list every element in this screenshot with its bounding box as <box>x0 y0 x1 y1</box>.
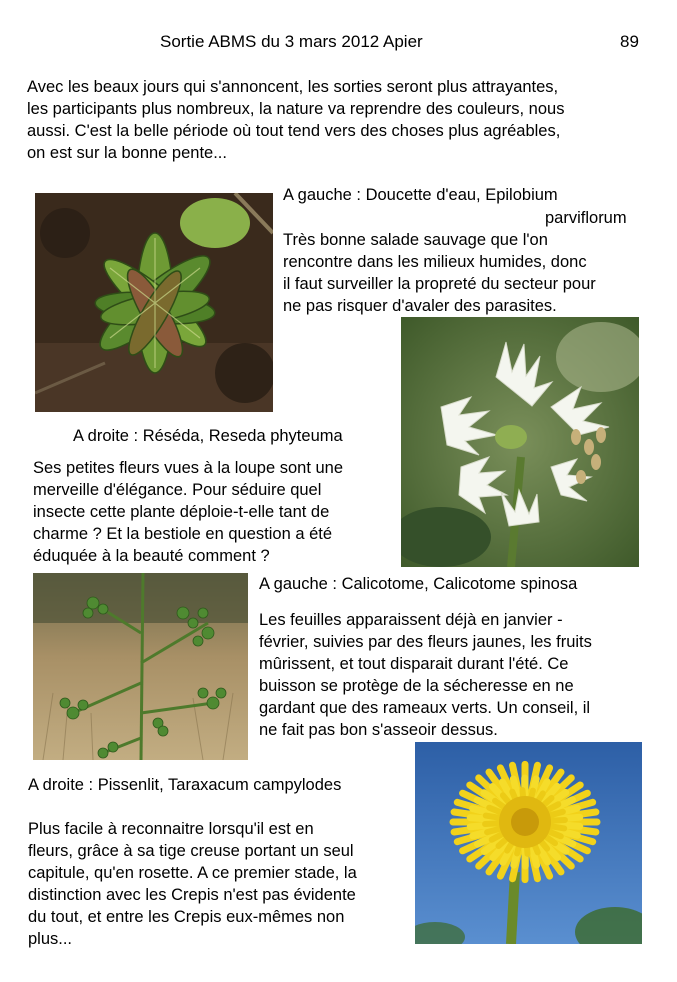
intro-line: les participants plus nombreux, la nature va reprendre des couleurs, nous <box>27 100 565 118</box>
doucette-caption-species: parviflorum <box>545 209 627 227</box>
pissenlit-text-line: du tout, et entre les Crepis eux-mêmes non <box>28 908 345 926</box>
reseda-text-line: éduquée à la beauté comment ? <box>33 547 270 565</box>
intro-paragraph <box>27 76 657 164</box>
reseda-text-line: charme ? Et la bestiole en question a été <box>33 525 333 543</box>
calicotome-text-line: buisson se protège de la sécheresse en ne <box>259 677 574 695</box>
pissenlit-caption: A droite : Pissenlit, Taraxacum campylodes <box>28 776 342 794</box>
calicotome-text-line: Les feuilles apparaissent déjà en janvier - <box>259 611 563 629</box>
page-header-title: Sortie ABMS du 3 mars 2012 Apier <box>160 32 423 51</box>
pissenlit-text-line: fleurs, grâce à sa tige creuse portant un seul <box>28 842 354 860</box>
doucette-caption: A gauche : Doucette d'eau, Epilobium <box>283 186 558 204</box>
doucette-text-line: rencontre dans les milieux humides, donc <box>283 253 587 271</box>
calicotome-text-line: mûrissent, et tout disparait durant l'été. Ce <box>259 655 569 673</box>
pissenlit-photo <box>415 742 642 944</box>
reseda-photo <box>401 317 639 567</box>
reseda-caption: A droite : Réséda, Reseda phyteuma <box>73 427 343 445</box>
calicotome-caption: A gauche : Calicotome, Calicotome spinosa <box>259 575 578 593</box>
doucette-photo <box>35 193 273 412</box>
pissenlit-text-line: Plus facile à reconnaitre lorsqu'il est en <box>28 820 314 838</box>
calicotome-text <box>259 609 592 741</box>
reseda-text <box>33 457 343 567</box>
calicotome-text-line: ne fait pas bon s'asseoir dessus. <box>259 721 498 739</box>
calicotome-text-line: gardant que des rameaux verts. Un conseil, il <box>259 699 591 717</box>
intro-line: aussi. C'est la belle période où tout tend vers des choses plus agréables, <box>27 122 561 140</box>
doucette-text-line: Très bonne salade sauvage que l'on <box>283 231 548 249</box>
reseda-text-line: insecte cette plante déploie-t-elle tant de <box>33 503 330 521</box>
doucette-text <box>283 229 596 317</box>
doucette-text-line: ne pas risquer d'avaler des parasites. <box>283 297 557 315</box>
reseda-text-line: Ses petites fleurs vues à la loupe sont une <box>33 459 344 477</box>
pissenlit-text <box>28 818 357 950</box>
reseda-text-line: merveille d'élégance. Pour séduire quel <box>33 481 322 499</box>
pissenlit-text-line: plus... <box>28 930 73 948</box>
pissenlit-text-line: distinction avec les Crepis n'est pas évidente <box>28 886 356 904</box>
intro-line: on est sur la bonne pente... <box>27 144 227 162</box>
intro-line: Avec les beaux jours qui s'annoncent, les sorties seront plus attrayantes, <box>27 78 559 96</box>
doucette-text-line: il faut surveiller la propreté du secteur pour <box>283 275 596 293</box>
pissenlit-text-line: capitule, qu'en rosette. A ce premier stade, la <box>28 864 357 882</box>
page-number: 89 <box>620 32 639 51</box>
calicotome-photo <box>33 573 248 760</box>
calicotome-text-line: février, suivies par des fleurs jaunes, les fruits <box>259 633 592 651</box>
